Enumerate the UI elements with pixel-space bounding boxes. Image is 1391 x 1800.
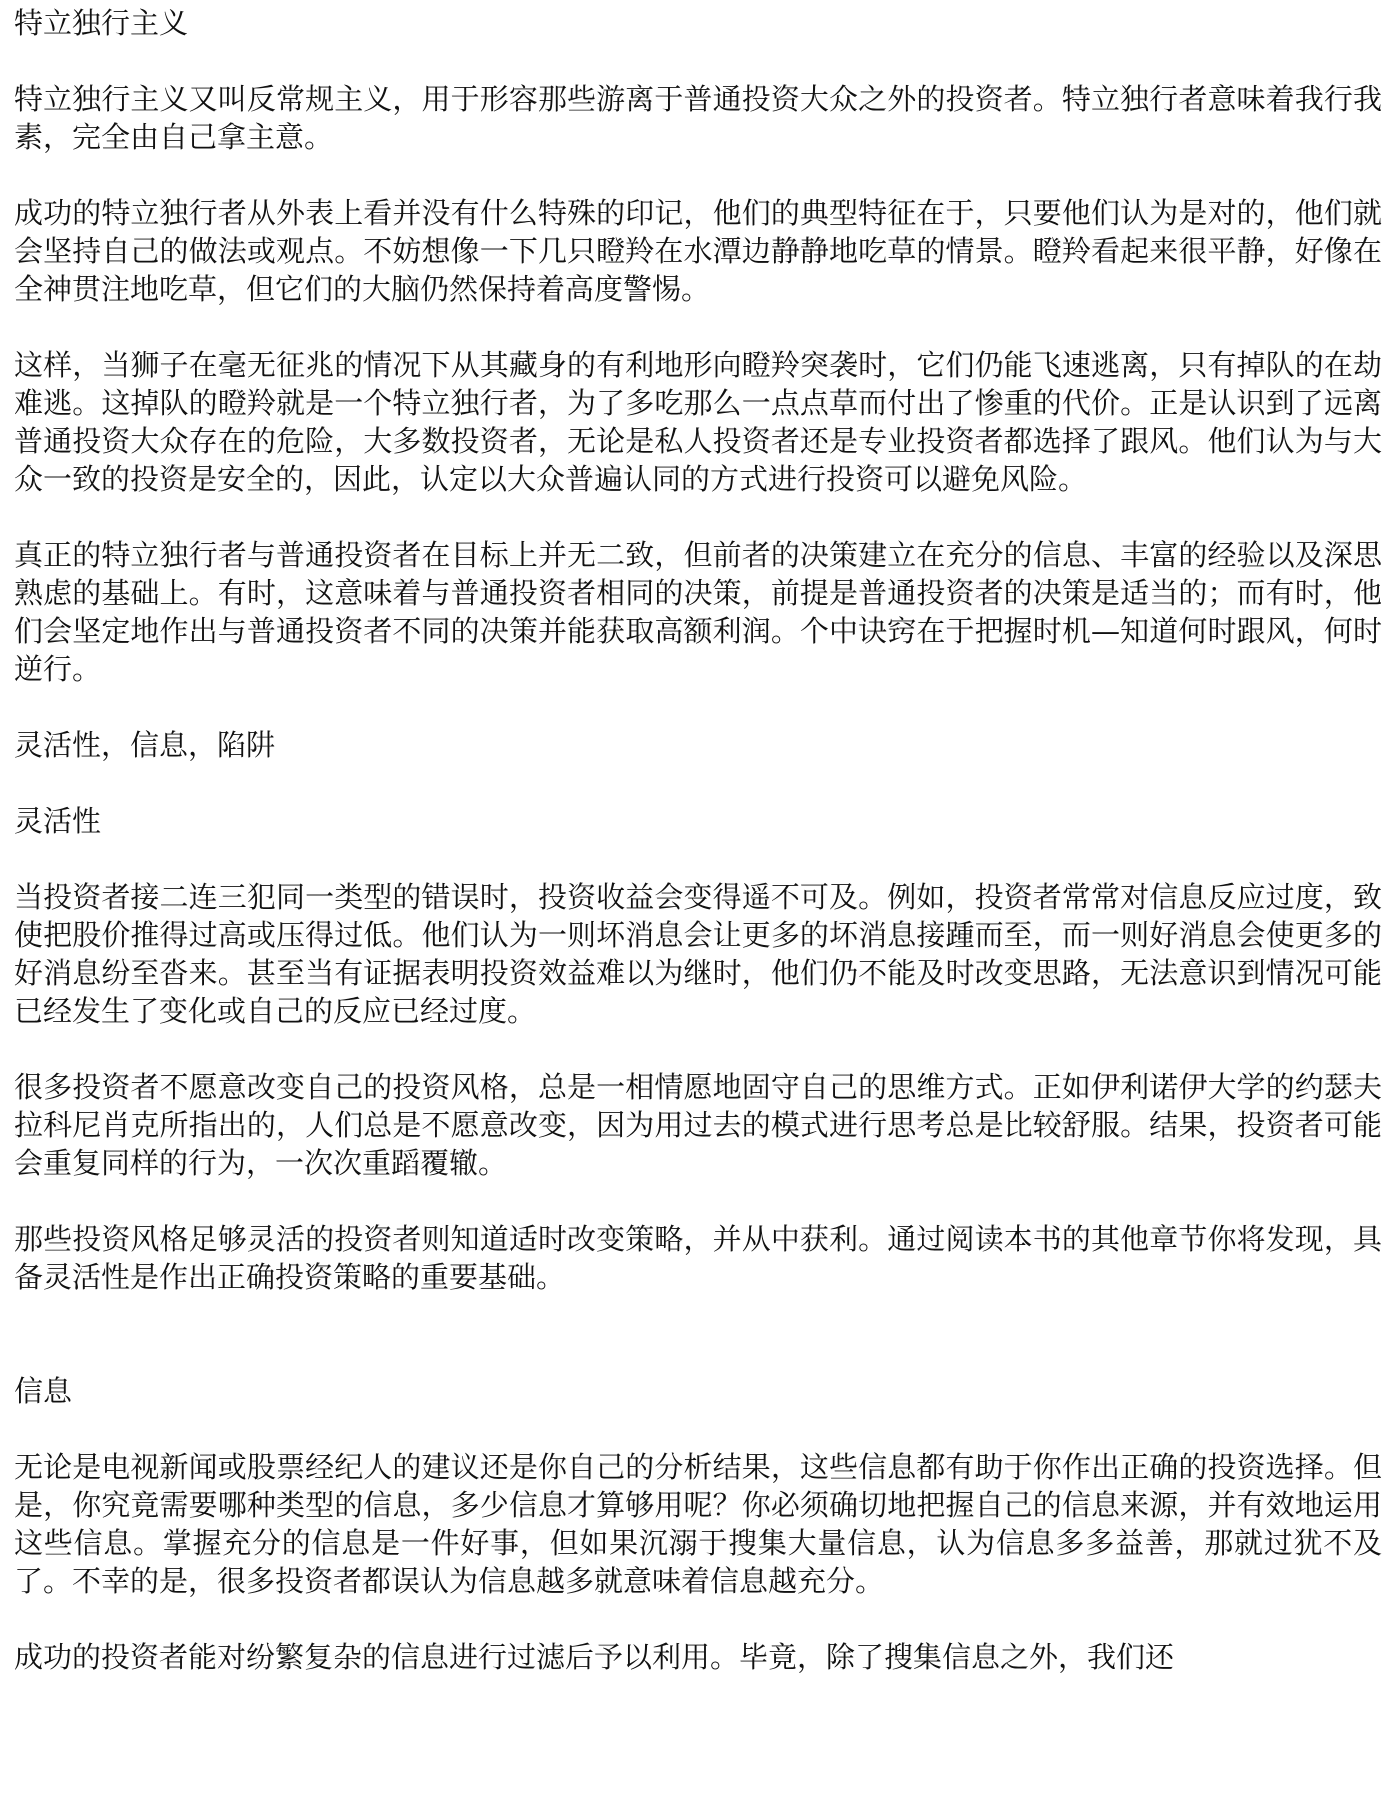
- document-page: [14, 4, 1382, 1714]
- paragraph-repeated-mistakes: 当投资者接二连三犯同一类型的错误时，投资收益会变得遥不可及。例如，投资者常常对信息反应过度，致使把股价推得过高或压得过低。他们认为一则坏消息会让更多的坏消息接踵而至，而一则好消息会使更多的好消息纷至沓来。甚至当有证据表明投资效益难以为继时，他们仍不能及时改变思路，无法意识到情况可能已经发生了变化或自己的反应已经过度。: [14, 880, 1382, 1028]
- paragraph-true-maverick: 真正的特立独行者与普通投资者在目标上并无二致，但前者的决策建立在充分的信息、丰富的经验以及深思熟虑的基础上。有时，这意味着与普通投资者相同的决策，前提是普通投资者的决策是适当的；而有时，他们会坚定地作出与普通投资者不同的决策并能获取高额利润。个中诀窍在于把握时机—知道何时跟风，何时逆行。: [14, 538, 1382, 686]
- heading-flexibility: 灵活性: [14, 804, 102, 838]
- paragraph-flexible-investors: 那些投资风格足够灵活的投资者则知道适时改变策略，并从中获利。通过阅读本书的其他章节你将发现，具备灵活性是作出正确投资策略的重要基础。: [14, 1222, 1382, 1294]
- heading-information: 信息: [14, 1374, 73, 1408]
- heading-section-overview: 灵活性，信息，陷阱: [14, 728, 276, 762]
- paragraph-lion-attack: 这样，当狮子在毫无征兆的情况下从其藏身的有利地形向瞪羚突袭时，它们仍能飞速逃离，只有掉队的在劫难逃。这掉队的瞪羚就是一个特立独行者，为了多吃那么一点点草而付出了惨重的代价。正是认识到了远离普通投资大众存在的危险，大多数投资者，无论是私人投资者还是专业投资者都选择了跟风。他们认为与大众一致的投资是安全的，因此，认定以大众普遍认同的方式进行投资可以避免风险。: [14, 348, 1382, 496]
- paragraph-antelope-scene: 成功的特立独行者从外表上看并没有什么特殊的印记，他们的典型特征在于，只要他们认为是对的，他们就会坚持自己的做法或观点。不妨想像一下几只瞪羚在水潭边静静地吃草的情景。瞪羚看起来很平静，好像在全神贯注地吃草，但它们的大脑仍然保持着高度警惕。: [14, 196, 1382, 306]
- paragraph-information-sources: 无论是电视新闻或股票经纪人的建议还是你自己的分析结果，这些信息都有助于你作出正确的投资选择。但是，你究竟需要哪种类型的信息，多少信息才算够用呢？你必须确切地把握自己的信息来源，并有效地运用这些信息。掌握充分的信息是一件好事，但如果沉溺于搜集大量信息，认为信息多多益善，那就过犹不及了。不幸的是，很多投资者都误认为信息越多就意味着信息越充分。: [14, 1450, 1382, 1598]
- heading-maverick: 特立独行主义: [14, 6, 189, 40]
- paragraph-maverick-definition: 特立独行主义又叫反常规主义，用于形容那些游离于普通投资大众之外的投资者。特立独行者意味着我行我素，完全由自己拿主意。: [14, 82, 1382, 154]
- paragraph-investment-style: 很多投资者不愿意改变自己的投资风格，总是一相情愿地固守自己的思维方式。正如伊利诺伊大学的约瑟夫拉科尼肖克所指出的，人们总是不愿意改变，因为用过去的模式进行思考总是比较舒服。结果，投资者可能会重复同样的行为，一次次重蹈覆辙。: [14, 1070, 1382, 1180]
- paragraph-filter-information: 成功的投资者能对纷繁复杂的信息进行过滤后予以利用。毕竟，除了搜集信息之外，我们还: [14, 1640, 1175, 1674]
